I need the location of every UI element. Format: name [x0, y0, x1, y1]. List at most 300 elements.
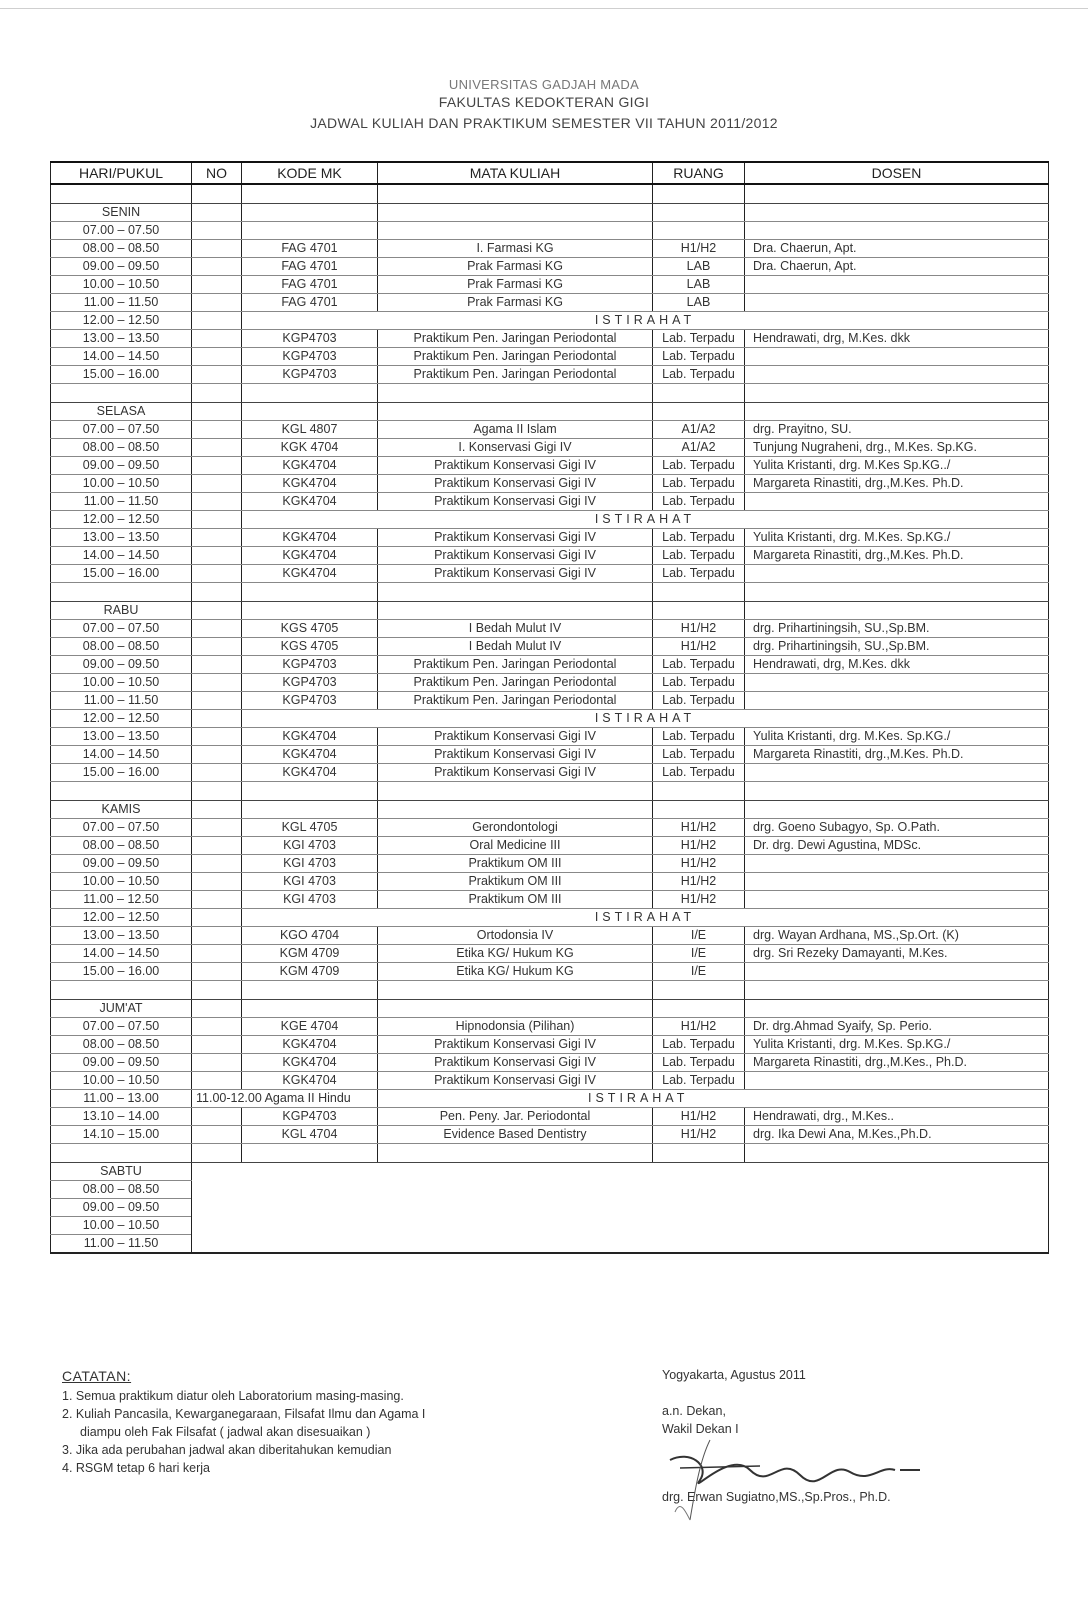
room: A1/A2: [653, 421, 745, 439]
time-slot: 13.00 – 13.50: [51, 529, 192, 547]
empty-cell: [653, 801, 745, 819]
table-row: [51, 927, 1049, 945]
day-gap-row: [51, 782, 1049, 801]
course-name: Praktikum OM III: [378, 873, 653, 891]
time-slot: 10.00 – 10.50: [51, 1072, 192, 1090]
empty-cell: [192, 1018, 242, 1036]
lecturer: drg. Ika Dewi Ana, M.Kes.,Ph.D.: [745, 1126, 1049, 1144]
empty-cell: [745, 981, 1049, 1000]
empty-cell: [192, 1163, 1049, 1254]
room: A1/A2: [653, 439, 745, 457]
empty-cell: [745, 801, 1049, 819]
room: H1/H2: [653, 620, 745, 638]
signature-block: [662, 1366, 962, 1504]
empty-cell: [653, 782, 745, 801]
time-slot: 07.00 – 07.50: [51, 1018, 192, 1036]
table-row: [51, 945, 1049, 963]
empty-cell: [192, 837, 242, 855]
course-name: Hipnodonsia (Pilihan): [378, 1018, 653, 1036]
time-slot: 14.00 – 14.50: [51, 746, 192, 764]
table-row: [51, 547, 1049, 565]
day-name-row: [51, 801, 1049, 819]
time-slot: 11.00 – 11.50: [51, 493, 192, 511]
table-row: [51, 1072, 1049, 1090]
empty-cell: [242, 204, 378, 222]
time-slot: 11.00 – 11.50: [51, 692, 192, 710]
lecturer: drg. Wayan Ardhana, MS.,Sp.Ort. (K): [745, 927, 1049, 945]
time-slot: 08.00 – 08.50: [51, 1036, 192, 1054]
time-slot: 08.00 – 08.50: [51, 1181, 192, 1199]
time-slot: 10.00 – 10.50: [51, 1217, 192, 1235]
note-item: 2. Kuliah Pancasila, Kewarganegaraan, Filsafat Ilmu dan Agama I: [62, 1407, 426, 1421]
course-code: KGL 4807: [242, 421, 378, 439]
break-label: ISTIRAHAT: [242, 511, 1049, 529]
table-row: [51, 692, 1049, 710]
empty-cell: [192, 1144, 242, 1163]
table-row: [51, 276, 1049, 294]
course-code: KGK4704: [242, 565, 378, 583]
course-name: Praktikum Pen. Jaringan Periodontal: [378, 330, 653, 348]
time-slot: 07.00 – 07.50: [51, 421, 192, 439]
break-label: ISTIRAHAT: [378, 1090, 1049, 1108]
course-name: Praktikum Konservasi Gigi IV: [378, 493, 653, 511]
table-row: [51, 855, 1049, 873]
time-slot: 15.00 – 16.00: [51, 366, 192, 384]
signer-name: drg. Erwan Sugiatno,MS.,Sp.Pros., Ph.D.: [662, 1490, 891, 1504]
time-slot: 12.00 – 12.50: [51, 511, 192, 529]
course-code: KGK4704: [242, 1054, 378, 1072]
room: H1/H2: [653, 638, 745, 656]
signer-role-line1: a.n. Dekan,: [662, 1404, 726, 1418]
empty-cell: [242, 184, 378, 204]
course-name: I Bedah Mulut IV: [378, 620, 653, 638]
room: Lab. Terpadu: [653, 547, 745, 565]
table-row: [51, 710, 1049, 728]
lecturer: [745, 493, 1049, 511]
table-row: [51, 348, 1049, 366]
empty-cell: [192, 710, 242, 728]
room: Lab. Terpadu: [653, 457, 745, 475]
empty-cell: [378, 981, 653, 1000]
empty-cell: [192, 746, 242, 764]
table-row: [51, 240, 1049, 258]
empty-cell: [51, 184, 192, 204]
schedule-table: [50, 161, 1049, 1254]
top-border-line: [0, 8, 1088, 9]
course-code: KGM 4709: [242, 963, 378, 981]
time-slot: 12.00 – 12.50: [51, 312, 192, 330]
day-gap-row: [51, 184, 1049, 204]
table-row: [51, 1108, 1049, 1126]
empty-cell: [192, 656, 242, 674]
empty-cell: [653, 981, 745, 1000]
empty-cell: [653, 1144, 745, 1163]
lecturer: drg. Sri Rezeky Damayanti, M.Kes.: [745, 945, 1049, 963]
time-slot: 11.00 – 13.00: [51, 1090, 192, 1108]
empty-cell: [745, 782, 1049, 801]
time-slot: 09.00 – 09.50: [51, 656, 192, 674]
empty-cell: [378, 204, 653, 222]
empty-cell: [192, 638, 242, 656]
course-code: KGP4703: [242, 330, 378, 348]
empty-cell: [192, 764, 242, 782]
lecturer: Hendrawati, drg., M.Kes..: [745, 1108, 1049, 1126]
time-slot: 10.00 – 10.50: [51, 674, 192, 692]
schedule-title: JADWAL KULIAH DAN PRAKTIKUM SEMESTER VII TAHUN 2011/2012: [310, 115, 778, 131]
room: H1/H2: [653, 1108, 745, 1126]
table-header-row: [51, 162, 1049, 184]
course-name: Agama II Islam: [378, 421, 653, 439]
course-code: KGI 4703: [242, 855, 378, 873]
empty-cell: [51, 782, 192, 801]
room: H1/H2: [653, 837, 745, 855]
faculty-name: FAKULTAS KEDOKTERAN GIGI: [438, 94, 650, 110]
room: Lab. Terpadu: [653, 1054, 745, 1072]
empty-cell: [192, 493, 242, 511]
empty-cell: [192, 583, 242, 602]
time-slot: 12.00 – 12.50: [51, 909, 192, 927]
empty-cell: [378, 184, 653, 204]
empty-cell: [378, 384, 653, 403]
lecturer: Margareta Rinastiti, drg.,M.Kes., Ph.D.: [745, 1054, 1049, 1072]
empty-cell: [653, 204, 745, 222]
header-mata-kuliah: MATA KULIAH: [378, 162, 653, 184]
lecturer: Yulita Kristanti, drg. M.Kes Sp.KG../: [745, 457, 1049, 475]
empty-cell: [192, 421, 242, 439]
room: Lab. Terpadu: [653, 330, 745, 348]
empty-cell: [192, 927, 242, 945]
empty-cell: [192, 240, 242, 258]
empty-cell: [242, 602, 378, 620]
course-code: [242, 222, 378, 240]
break-label: ISTIRAHAT: [242, 312, 1049, 330]
time-slot: 09.00 – 09.50: [51, 1054, 192, 1072]
empty-cell: [242, 801, 378, 819]
room: Lab. Terpadu: [653, 475, 745, 493]
empty-cell: [242, 384, 378, 403]
lecturer: [745, 855, 1049, 873]
table-row: [51, 963, 1049, 981]
empty-cell: [242, 782, 378, 801]
empty-cell: [653, 583, 745, 602]
empty-cell: [653, 602, 745, 620]
course-name: I Bedah Mulut IV: [378, 638, 653, 656]
empty-cell: [192, 330, 242, 348]
empty-cell: [192, 981, 242, 1000]
course-name: Praktikum Konservasi Gigi IV: [378, 565, 653, 583]
empty-cell: [242, 1000, 378, 1018]
room: Lab. Terpadu: [653, 1072, 745, 1090]
room: H1/H2: [653, 240, 745, 258]
lecturer: [745, 294, 1049, 312]
empty-cell: [192, 1108, 242, 1126]
table-row: [51, 439, 1049, 457]
course-name: Prak Farmasi KG: [378, 258, 653, 276]
empty-cell: [242, 1144, 378, 1163]
note-item: 4. RSGM tetap 6 hari kerja: [62, 1461, 210, 1475]
room: Lab. Terpadu: [653, 746, 745, 764]
course-name: Praktikum OM III: [378, 891, 653, 909]
lecturer: Yulita Kristanti, drg. M.Kes. Sp.KG./: [745, 529, 1049, 547]
course-name: Praktikum Konservasi Gigi IV: [378, 1054, 653, 1072]
room: H1/H2: [653, 1018, 745, 1036]
empty-cell: [192, 620, 242, 638]
course-name: Praktikum Pen. Jaringan Periodontal: [378, 692, 653, 710]
time-slot: 09.00 – 09.50: [51, 457, 192, 475]
lecturer: [745, 348, 1049, 366]
lecturer: Yulita Kristanti, drg. M.Kes. Sp.KG./: [745, 728, 1049, 746]
day-name: RABU: [51, 602, 192, 620]
empty-cell: [192, 1054, 242, 1072]
empty-cell: [192, 945, 242, 963]
room: Lab. Terpadu: [653, 728, 745, 746]
empty-cell: [192, 384, 242, 403]
course-name: Praktikum Pen. Jaringan Periodontal: [378, 348, 653, 366]
time-slot: 13.00 – 13.50: [51, 728, 192, 746]
room: Lab. Terpadu: [653, 674, 745, 692]
empty-cell: [192, 366, 242, 384]
lecturer: drg. Prihartiningsih, SU.,Sp.BM.: [745, 638, 1049, 656]
course-code: KGK4704: [242, 746, 378, 764]
empty-cell: [192, 457, 242, 475]
room: [653, 222, 745, 240]
course-code: KGP4703: [242, 692, 378, 710]
break-note: 11.00-12.00 Agama II Hindu: [192, 1090, 378, 1108]
empty-cell: [192, 855, 242, 873]
empty-cell: [653, 403, 745, 421]
empty-cell: [192, 222, 242, 240]
lecturer: drg. Goeno Subagyo, Sp. O.Path.: [745, 819, 1049, 837]
course-code: KGS 4705: [242, 620, 378, 638]
lecturer: [745, 764, 1049, 782]
room: Lab. Terpadu: [653, 565, 745, 583]
course-code: KGK4704: [242, 764, 378, 782]
time-slot: 14.00 – 14.50: [51, 547, 192, 565]
course-code: KGK 4704: [242, 439, 378, 457]
course-code: KGK4704: [242, 1072, 378, 1090]
day-name-row: [51, 403, 1049, 421]
table-row: [51, 656, 1049, 674]
time-slot: 08.00 – 08.50: [51, 439, 192, 457]
empty-cell: [378, 1000, 653, 1018]
room: Lab. Terpadu: [653, 366, 745, 384]
day-name: SELASA: [51, 403, 192, 421]
time-slot: 09.00 – 09.50: [51, 855, 192, 873]
time-slot: 11.00 – 11.50: [51, 1235, 192, 1254]
room: I/E: [653, 963, 745, 981]
notes-section: [62, 1368, 542, 1477]
course-name: Pen. Peny. Jar. Periodontal: [378, 1108, 653, 1126]
note-item: diampu oleh Fak Filsafat ( jadwal akan disesuaikan ): [80, 1425, 371, 1439]
table-row: [51, 728, 1049, 746]
lecturer: Margareta Rinastiti, drg.,M.Kes. Ph.D.: [745, 547, 1049, 565]
room: I/E: [653, 945, 745, 963]
day-gap-row: [51, 384, 1049, 403]
time-slot: 07.00 – 07.50: [51, 620, 192, 638]
room: I/E: [653, 927, 745, 945]
break-label: ISTIRAHAT: [242, 909, 1049, 927]
empty-cell: [192, 276, 242, 294]
day-name: KAMIS: [51, 801, 192, 819]
empty-cell: [192, 873, 242, 891]
room: H1/H2: [653, 873, 745, 891]
course-code: KGK4704: [242, 457, 378, 475]
course-code: KGE 4704: [242, 1018, 378, 1036]
table-row: [51, 330, 1049, 348]
room: H1/H2: [653, 1126, 745, 1144]
day-name-row: [51, 204, 1049, 222]
course-name: Praktikum Konservasi Gigi IV: [378, 1072, 653, 1090]
time-slot: 15.00 – 16.00: [51, 963, 192, 981]
handwritten-signature: [640, 1420, 940, 1530]
empty-cell: [745, 1144, 1049, 1163]
note-item: 3. Jika ada perubahan jadwal akan diberitahukan kemudian: [62, 1443, 392, 1457]
lecturer: Hendrawati, drg, M.Kes. dkk: [745, 330, 1049, 348]
time-slot: 15.00 – 16.00: [51, 565, 192, 583]
course-code: KGK4704: [242, 529, 378, 547]
empty-cell: [51, 583, 192, 602]
header-no: NO: [192, 162, 242, 184]
time-slot: 09.00 – 09.50: [51, 258, 192, 276]
table-row: [51, 1018, 1049, 1036]
header-kode-mk: KODE MK: [242, 162, 378, 184]
table-row: [51, 222, 1049, 240]
lecturer: Dra. Chaerun, Apt.: [745, 240, 1049, 258]
header-ruang: RUANG: [653, 162, 745, 184]
table-row: [51, 873, 1049, 891]
table-row: [51, 1126, 1049, 1144]
table-row: [51, 620, 1049, 638]
course-name: Etika KG/ Hukum KG: [378, 945, 653, 963]
course-name: Ortodonsia IV: [378, 927, 653, 945]
empty-cell: [192, 1072, 242, 1090]
table-row: [51, 493, 1049, 511]
table-row: [51, 565, 1049, 583]
room: Lab. Terpadu: [653, 656, 745, 674]
table-row: [51, 674, 1049, 692]
table-row: [51, 294, 1049, 312]
lecturer: Margareta Rinastiti, drg.,M.Kes. Ph.D.: [745, 746, 1049, 764]
lecturer: [745, 891, 1049, 909]
table-row: [51, 475, 1049, 493]
empty-cell: [745, 384, 1049, 403]
course-name: Praktikum Pen. Jaringan Periodontal: [378, 674, 653, 692]
course-name: Praktikum Konservasi Gigi IV: [378, 547, 653, 565]
empty-cell: [192, 909, 242, 927]
time-slot: 14.00 – 14.50: [51, 348, 192, 366]
room: Lab. Terpadu: [653, 529, 745, 547]
empty-cell: [192, 674, 242, 692]
course-code: KGP4703: [242, 348, 378, 366]
course-name: Gerondontologi: [378, 819, 653, 837]
empty-cell: [192, 511, 242, 529]
empty-cell: [745, 583, 1049, 602]
room: LAB: [653, 276, 745, 294]
empty-cell: [192, 1000, 242, 1018]
time-slot: 14.00 – 14.50: [51, 945, 192, 963]
table-row: [51, 457, 1049, 475]
lecturer: Dr. drg. Dewi Agustina, MDSc.: [745, 837, 1049, 855]
empty-cell: [192, 348, 242, 366]
course-code: KGL 4704: [242, 1126, 378, 1144]
day-gap-row: [51, 981, 1049, 1000]
course-code: FAG 4701: [242, 258, 378, 276]
course-name: I. Farmasi KG: [378, 240, 653, 258]
time-slot: 15.00 – 16.00: [51, 764, 192, 782]
empty-cell: [192, 819, 242, 837]
course-name: Praktikum Konservasi Gigi IV: [378, 746, 653, 764]
time-slot: 14.10 – 15.00: [51, 1126, 192, 1144]
course-name: Praktikum Konservasi Gigi IV: [378, 1036, 653, 1054]
table-row: [51, 511, 1049, 529]
empty-cell: [192, 475, 242, 493]
course-code: KGK4704: [242, 475, 378, 493]
lecturer: [745, 963, 1049, 981]
course-code: KGK4704: [242, 493, 378, 511]
table-row: [51, 638, 1049, 656]
empty-cell: [192, 294, 242, 312]
course-name: Prak Farmasi KG: [378, 276, 653, 294]
place-date: Yogyakarta, Agustus 2011: [662, 1368, 806, 1382]
time-slot: 10.00 – 10.50: [51, 475, 192, 493]
time-slot: 11.00 – 12.50: [51, 891, 192, 909]
course-name: Praktikum Konservasi Gigi IV: [378, 529, 653, 547]
course-name: Praktikum Pen. Jaringan Periodontal: [378, 366, 653, 384]
break-label: ISTIRAHAT: [242, 710, 1049, 728]
time-slot: 13.00 – 13.50: [51, 927, 192, 945]
time-slot: 08.00 – 08.50: [51, 638, 192, 656]
time-slot: 11.00 – 11.50: [51, 294, 192, 312]
course-code: KGP4703: [242, 1108, 378, 1126]
empty-cell: [653, 384, 745, 403]
lecturer: Hendrawati, drg, M.Kes. dkk: [745, 656, 1049, 674]
table-row: [51, 366, 1049, 384]
lecturer: Dr. drg.Ahmad Syaify, Sp. Perio.: [745, 1018, 1049, 1036]
lecturer: Yulita Kristanti, drg. M.Kes. Sp.KG./: [745, 1036, 1049, 1054]
empty-cell: [192, 258, 242, 276]
lecturer: [745, 565, 1049, 583]
course-name: Praktikum Pen. Jaringan Periodontal: [378, 656, 653, 674]
table-row: [51, 909, 1049, 927]
room: LAB: [653, 294, 745, 312]
lecturer: [745, 692, 1049, 710]
course-code: FAG 4701: [242, 294, 378, 312]
course-code: KGI 4703: [242, 837, 378, 855]
course-name: Praktikum Konservasi Gigi IV: [378, 475, 653, 493]
table-row: [51, 1036, 1049, 1054]
course-name: Prak Farmasi KG: [378, 294, 653, 312]
room: Lab. Terpadu: [653, 1036, 745, 1054]
empty-cell: [51, 1144, 192, 1163]
empty-cell: [378, 583, 653, 602]
empty-cell: [51, 384, 192, 403]
table-row: [51, 421, 1049, 439]
lecturer: Tunjung Nugraheni, drg., M.Kes. Sp.KG.: [745, 439, 1049, 457]
course-code: KGK4704: [242, 547, 378, 565]
empty-cell: [242, 403, 378, 421]
course-name: Etika KG/ Hukum KG: [378, 963, 653, 981]
course-code: KGI 4703: [242, 891, 378, 909]
empty-cell: [378, 602, 653, 620]
time-slot: 07.00 – 07.50: [51, 222, 192, 240]
room: LAB: [653, 258, 745, 276]
day-name-row: [51, 1163, 1049, 1181]
empty-cell: [192, 565, 242, 583]
room: Lab. Terpadu: [653, 493, 745, 511]
room: Lab. Terpadu: [653, 348, 745, 366]
course-code: KGK4704: [242, 728, 378, 746]
room: H1/H2: [653, 891, 745, 909]
